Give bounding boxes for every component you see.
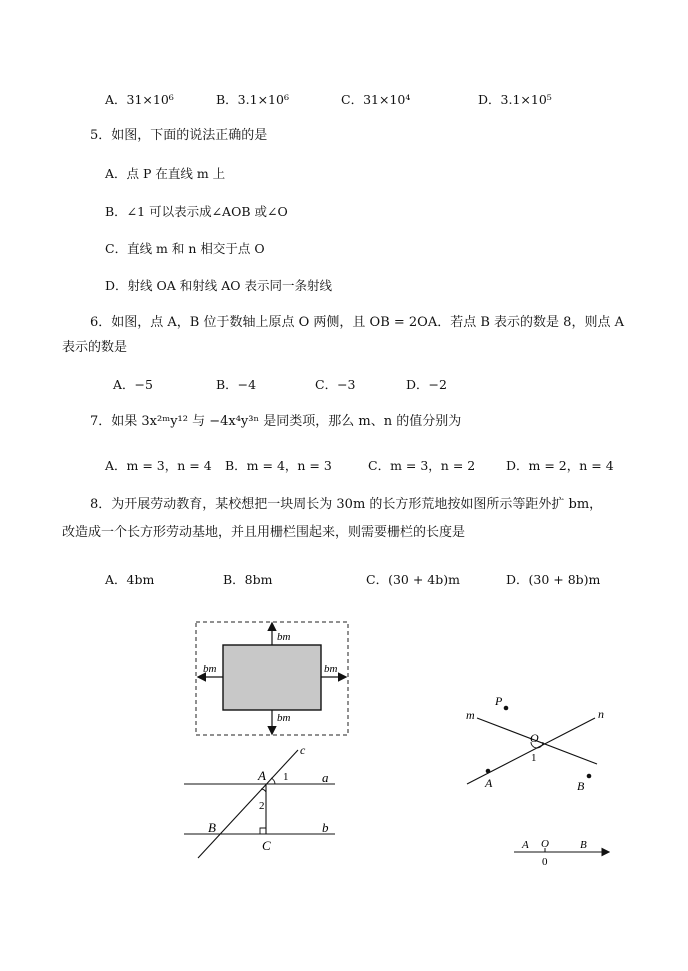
- svg-text:A: A: [485, 776, 493, 790]
- label-bottom: bm: [277, 712, 291, 724]
- q7-stem: 7．如果 3x²ᵐy¹² 与 −4x⁴y³ⁿ 是同类项，那么 m、n 的值分别为: [90, 414, 462, 429]
- q6-option-a: A．−5: [113, 377, 153, 392]
- svg-text:A: A: [522, 839, 529, 851]
- q6-option-b: B．−4: [216, 377, 257, 392]
- svg-text:A: A: [258, 768, 266, 783]
- q7-option-a: A．m = 3，n = 4: [105, 458, 212, 473]
- q6-stem-line2: 表示的数是: [62, 340, 128, 355]
- inner-rectangle: [223, 645, 321, 710]
- svg-text:n: n: [598, 707, 604, 721]
- q4-option-c: C．31×10⁴: [341, 92, 411, 107]
- q4-option-b: B．3.1×10⁶: [216, 92, 289, 107]
- q6-option-d: D．−2: [406, 377, 447, 392]
- q8-stem-line1: 8．为开展劳动教育，某校想把一块周长为 30m 的长方形荒地按如图所示等距外扩 bm，: [90, 497, 603, 512]
- svg-text:m: m: [466, 708, 475, 722]
- q6-stem-line1: 6．如图，点 A，B 位于数轴上原点 O 两侧，且 OB = 2OA．若点 B 表示的数是 8，则点 A: [90, 315, 624, 330]
- q8-option-d: D．(30 + 8b)m: [506, 572, 601, 587]
- svg-text:O: O: [541, 838, 549, 850]
- q5-stem: 5．如图，下面的说法正确的是: [90, 128, 268, 143]
- svg-text:B: B: [577, 779, 585, 793]
- q8-option-b: B．8bm: [223, 572, 273, 587]
- svg-text:c: c: [300, 743, 306, 757]
- q7-option-b: B．m = 4，n = 3: [225, 458, 332, 473]
- parallel-lines-figure: [180, 742, 360, 862]
- label-right: bm: [324, 663, 338, 675]
- q5-option-a: A．点 P 在直线 m 上: [105, 166, 226, 181]
- point-a: [486, 769, 491, 774]
- q7-option-c: C．m = 3，n = 2: [368, 458, 476, 473]
- label-top: bm: [277, 631, 291, 643]
- number-line-figure: [508, 832, 618, 870]
- rectangle-expansion-figure: [188, 615, 358, 745]
- q7-option-d: D．m = 2，n = 4: [506, 458, 614, 473]
- line-n: [467, 718, 595, 784]
- svg-text:B: B: [208, 820, 216, 835]
- svg-text:C: C: [262, 838, 271, 853]
- svg-text:b: b: [322, 820, 329, 835]
- point-b: [587, 774, 592, 779]
- svg-text:2: 2: [259, 800, 265, 812]
- svg-text:a: a: [322, 770, 329, 785]
- svg-text:B: B: [580, 839, 587, 851]
- q8-option-a: A．4bm: [105, 572, 155, 587]
- svg-text:O: O: [530, 731, 539, 745]
- q8-stem-line2: 改造成一个长方形劳动基地，并且用栅栏围起来，则需要栅栏的长度是: [62, 525, 466, 540]
- right-angle-mark: [260, 828, 266, 834]
- svg-text:0: 0: [542, 856, 548, 868]
- q4-option-d: D．3.1×10⁵: [478, 92, 552, 107]
- q8-option-c: C．(30 + 4b)m: [366, 572, 460, 587]
- line-c: [198, 750, 298, 858]
- intersecting-lines-figure: [455, 690, 615, 800]
- q6-option-c: C．−3: [315, 377, 356, 392]
- point-p: [504, 706, 509, 711]
- svg-text:P: P: [495, 694, 503, 708]
- q5-option-d: D．射线 OA 和射线 AO 表示同一条射线: [105, 278, 332, 293]
- label-left: bm: [203, 663, 217, 675]
- q4-option-a: A．31×10⁶: [105, 92, 174, 107]
- q5-option-b: B．∠1 可以表示成∠AOB 或∠O: [105, 204, 288, 219]
- q5-option-c: C．直线 m 和 n 相交于点 O: [105, 241, 265, 256]
- svg-text:1: 1: [531, 752, 537, 764]
- svg-text:1: 1: [283, 771, 289, 783]
